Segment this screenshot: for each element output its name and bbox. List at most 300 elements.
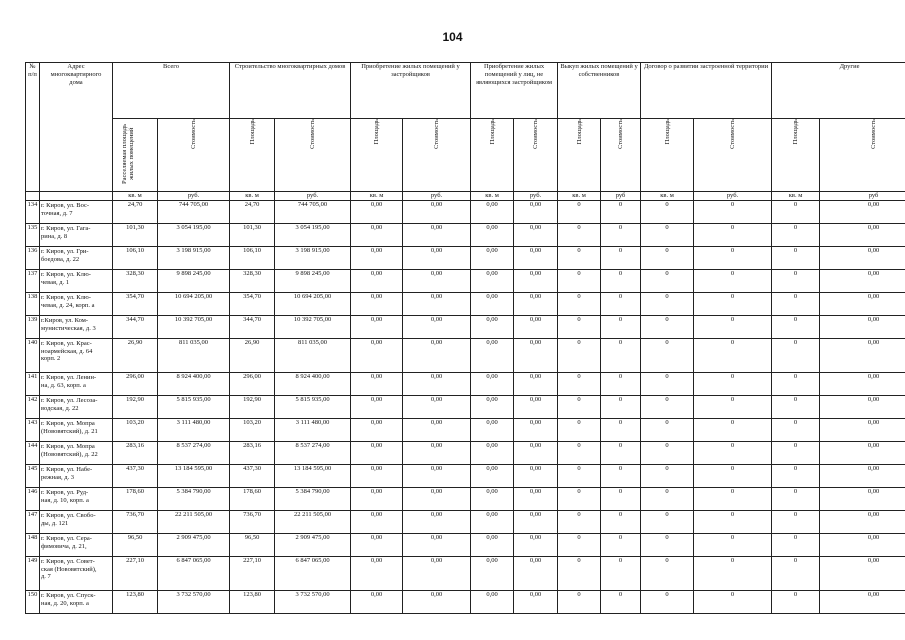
row-value: 0 xyxy=(558,465,601,488)
row-value: 0,00 xyxy=(820,316,905,339)
row-value: 0 xyxy=(558,293,601,316)
row-number: 135 xyxy=(26,224,40,247)
row-value: 0 xyxy=(601,270,641,293)
row-value: 0,00 xyxy=(820,557,905,591)
row-value: 744 705,00 xyxy=(158,201,230,224)
subheader-cost: Стоимость xyxy=(694,119,772,192)
row-value: 101,30 xyxy=(230,224,275,247)
row-value: 0 xyxy=(772,465,820,488)
row-value: 0 xyxy=(694,534,772,557)
table-row xyxy=(26,270,905,293)
row-value: 0 xyxy=(601,293,641,316)
row-value: 0 xyxy=(641,316,694,339)
row-value: 0,00 xyxy=(403,488,471,511)
row-value: 0,00 xyxy=(471,488,514,511)
row-value: 0,00 xyxy=(351,511,403,534)
row-value: 22 211 505,00 xyxy=(158,511,230,534)
row-value: 0,00 xyxy=(403,534,471,557)
row-value: 0 xyxy=(601,373,641,396)
unit-cell: кв. м xyxy=(772,192,820,201)
row-value: 13 184 595,00 xyxy=(158,465,230,488)
row-value: 0,00 xyxy=(820,293,905,316)
row-value: 0 xyxy=(601,557,641,591)
row-value: 0,00 xyxy=(471,339,514,373)
row-number: 141 xyxy=(26,373,40,396)
row-value: 3 732 570,00 xyxy=(158,591,230,614)
row-value: 0,00 xyxy=(351,557,403,591)
row-value: 0,00 xyxy=(514,511,558,534)
row-value: 178,60 xyxy=(113,488,158,511)
row-value: 0,00 xyxy=(351,270,403,293)
row-value: 0 xyxy=(694,224,772,247)
row-value: 0,00 xyxy=(471,534,514,557)
header-group-developers: Приобретение жилых помещений у застройщиков xyxy=(351,63,471,119)
row-value: 0 xyxy=(558,373,601,396)
row-value: 0 xyxy=(558,557,601,591)
row-value: 0,00 xyxy=(514,534,558,557)
row-value: 2 909 475,00 xyxy=(275,534,351,557)
row-value: 24,70 xyxy=(113,201,158,224)
row-value: 0 xyxy=(772,442,820,465)
row-value: 0,00 xyxy=(471,247,514,270)
row-value: 0 xyxy=(601,534,641,557)
row-value: 736,70 xyxy=(230,511,275,534)
row-value: 0 xyxy=(694,557,772,591)
row-value: 0,00 xyxy=(403,465,471,488)
row-value: 103,20 xyxy=(113,419,158,442)
row-value: 96,50 xyxy=(230,534,275,557)
row-value: 0 xyxy=(694,201,772,224)
row-value: 106,10 xyxy=(230,247,275,270)
row-value: 0 xyxy=(558,224,601,247)
row-value: 744 705,00 xyxy=(275,201,351,224)
row-number: 139 xyxy=(26,316,40,339)
row-value: 344,70 xyxy=(230,316,275,339)
row-value: 5 384 790,00 xyxy=(158,488,230,511)
row-value: 354,70 xyxy=(113,293,158,316)
row-value: 3 054 195,00 xyxy=(275,224,351,247)
row-value: 3 111 480,00 xyxy=(158,419,230,442)
row-value: 10 694 205,00 xyxy=(158,293,230,316)
row-value: 0,00 xyxy=(351,339,403,373)
row-value: 5 815 935,00 xyxy=(158,396,230,419)
table-row xyxy=(26,201,905,224)
unit-cell: кв. м xyxy=(471,192,514,201)
row-value: 8 537 274,00 xyxy=(275,442,351,465)
table-row xyxy=(26,557,905,591)
subheader-area: Площадь xyxy=(772,119,820,192)
row-value: 9 898 245,00 xyxy=(158,270,230,293)
row-value: 344,70 xyxy=(113,316,158,339)
row-value: 0,00 xyxy=(514,396,558,419)
row-address: г. Киров, ул. Клю- чевая, д. 1 xyxy=(40,270,113,293)
row-value: 0,00 xyxy=(351,396,403,419)
row-value: 0,00 xyxy=(403,591,471,614)
subheader-cost: Стоимость xyxy=(601,119,641,192)
subheader-area: Площадь xyxy=(641,119,694,192)
row-value: 0 xyxy=(558,339,601,373)
row-value: 0 xyxy=(641,511,694,534)
row-address: г. Киров, ул. Ленин- на, д. 63, корп. а xyxy=(40,373,113,396)
row-value: 227,10 xyxy=(230,557,275,591)
row-value: 0 xyxy=(558,591,601,614)
row-number: 142 xyxy=(26,396,40,419)
row-value: 0 xyxy=(601,488,641,511)
subheader-area: Площадь xyxy=(471,119,514,192)
row-value: 0,00 xyxy=(351,373,403,396)
row-value: 0 xyxy=(772,373,820,396)
unit-cell: кв. м xyxy=(113,192,158,201)
row-value: 0,00 xyxy=(471,396,514,419)
row-value: 0 xyxy=(772,396,820,419)
row-number: 145 xyxy=(26,465,40,488)
resettlement-table xyxy=(25,62,905,614)
row-value: 0 xyxy=(558,316,601,339)
table-row xyxy=(26,511,905,534)
row-value: 811 035,00 xyxy=(275,339,351,373)
row-address: г. Киров, ул. Мопра (Нововятский), д. 21 xyxy=(40,419,113,442)
row-value: 0 xyxy=(558,488,601,511)
row-number: 136 xyxy=(26,247,40,270)
row-value: 106,10 xyxy=(113,247,158,270)
unit-cell: руб. xyxy=(158,192,230,201)
row-value: 0,00 xyxy=(820,534,905,557)
row-value: 0,00 xyxy=(820,270,905,293)
header-group-development-agreement: Договор о развитии застроенной территории xyxy=(641,63,772,119)
row-value: 0,00 xyxy=(403,316,471,339)
row-value: 6 847 065,00 xyxy=(158,557,230,591)
row-value: 0,00 xyxy=(514,419,558,442)
row-number: 146 xyxy=(26,488,40,511)
table-row xyxy=(26,396,905,419)
row-value: 123,80 xyxy=(230,591,275,614)
row-value: 0,00 xyxy=(820,373,905,396)
row-value: 5 815 935,00 xyxy=(275,396,351,419)
row-value: 0 xyxy=(641,419,694,442)
table-row xyxy=(26,224,905,247)
unit-cell: руб. xyxy=(694,192,772,201)
row-value: 0 xyxy=(694,293,772,316)
row-address: г. Киров, ул. Крас- ноармейская, д. 64 корп. 2 xyxy=(40,339,113,373)
unit-cell: кв. м xyxy=(641,192,694,201)
row-value: 0 xyxy=(694,442,772,465)
row-value: 0 xyxy=(694,419,772,442)
row-value: 0,00 xyxy=(820,591,905,614)
row-value: 0,00 xyxy=(351,534,403,557)
row-address: г. Киров, ул. Мопра (Нововятский), д. 22 xyxy=(40,442,113,465)
row-value: 0 xyxy=(558,442,601,465)
header-group-buyout: Выкуп жилых помещений у собственников xyxy=(558,63,641,119)
row-value: 0 xyxy=(772,339,820,373)
row-value: 0,00 xyxy=(514,316,558,339)
subheader-cost: Стоимость xyxy=(275,119,351,192)
row-value: 0,00 xyxy=(514,442,558,465)
table-row xyxy=(26,316,905,339)
row-value: 437,30 xyxy=(113,465,158,488)
row-value: 0 xyxy=(694,373,772,396)
row-value: 0 xyxy=(772,293,820,316)
row-address: г. Киров, ул. Вос- точная, д. 7 xyxy=(40,201,113,224)
row-value: 0,00 xyxy=(351,316,403,339)
row-number: 137 xyxy=(26,270,40,293)
row-value: 0 xyxy=(601,339,641,373)
row-address: г. Киров, ул. Клю- чевая, д. 24, корп. а xyxy=(40,293,113,316)
row-address: г.Киров, ул. Ком- мунистическая, д. 3 xyxy=(40,316,113,339)
row-value: 0,00 xyxy=(403,396,471,419)
row-value: 328,30 xyxy=(230,270,275,293)
row-value: 10 392 705,00 xyxy=(275,316,351,339)
row-value: 0,00 xyxy=(471,270,514,293)
row-value: 0 xyxy=(601,316,641,339)
row-number: 147 xyxy=(26,511,40,534)
row-value: 283,16 xyxy=(113,442,158,465)
row-value: 0 xyxy=(601,511,641,534)
row-value: 0 xyxy=(641,373,694,396)
row-value: 0 xyxy=(601,591,641,614)
row-value: 0,00 xyxy=(820,465,905,488)
row-value: 0,00 xyxy=(471,224,514,247)
row-value: 0,00 xyxy=(403,270,471,293)
row-value: 10 392 705,00 xyxy=(158,316,230,339)
row-value: 0,00 xyxy=(471,293,514,316)
row-value: 0 xyxy=(694,270,772,293)
row-value: 296,00 xyxy=(113,373,158,396)
row-value: 0 xyxy=(558,396,601,419)
row-value: 0 xyxy=(601,419,641,442)
table-row xyxy=(26,591,905,614)
row-value: 6 847 065,00 xyxy=(275,557,351,591)
row-value: 3 198 915,00 xyxy=(158,247,230,270)
row-address: г. Киров, ул. Гага- рина, д. 8 xyxy=(40,224,113,247)
row-value: 0,00 xyxy=(820,442,905,465)
row-value: 3 732 570,00 xyxy=(275,591,351,614)
row-value: 0 xyxy=(694,591,772,614)
row-value: 0,00 xyxy=(514,339,558,373)
row-value: 0,00 xyxy=(403,247,471,270)
row-value: 0,00 xyxy=(514,247,558,270)
row-address: г. Киров, ул. Лесоза- водская, д. 22 xyxy=(40,396,113,419)
row-value: 0 xyxy=(641,534,694,557)
row-value: 0,00 xyxy=(471,465,514,488)
row-value: 0,00 xyxy=(514,201,558,224)
row-value: 0 xyxy=(641,591,694,614)
row-value: 0,00 xyxy=(351,419,403,442)
row-value: 178,60 xyxy=(230,488,275,511)
table-row xyxy=(26,534,905,557)
row-value: 103,20 xyxy=(230,419,275,442)
row-value: 0 xyxy=(772,270,820,293)
row-value: 0,00 xyxy=(403,201,471,224)
row-value: 0 xyxy=(694,465,772,488)
row-value: 192,90 xyxy=(113,396,158,419)
row-value: 0 xyxy=(772,224,820,247)
row-value: 123,80 xyxy=(113,591,158,614)
row-value: 101,30 xyxy=(113,224,158,247)
subheader-cost: Стоимость xyxy=(514,119,558,192)
row-number: 140 xyxy=(26,339,40,373)
row-value: 0 xyxy=(641,557,694,591)
row-value: 8 924 400,00 xyxy=(158,373,230,396)
row-value: 0,00 xyxy=(471,442,514,465)
row-value: 0 xyxy=(641,488,694,511)
row-address: г. Киров, ул. Свобо- ды, д. 121 xyxy=(40,511,113,534)
row-value: 0,00 xyxy=(514,224,558,247)
row-value: 354,70 xyxy=(230,293,275,316)
row-value: 0 xyxy=(772,316,820,339)
row-value: 0,00 xyxy=(403,224,471,247)
row-value: 0,00 xyxy=(471,591,514,614)
row-value: 0 xyxy=(641,465,694,488)
subheader-area: Расселяемая площадь жилых помещений xyxy=(113,119,158,192)
row-value: 0 xyxy=(772,419,820,442)
row-value: 0 xyxy=(601,465,641,488)
unit-cell: руб. xyxy=(275,192,351,201)
row-value: 0 xyxy=(694,488,772,511)
row-value: 0 xyxy=(558,270,601,293)
row-value: 0,00 xyxy=(351,442,403,465)
row-value: 296,00 xyxy=(230,373,275,396)
row-value: 0 xyxy=(772,557,820,591)
table-row xyxy=(26,339,905,373)
row-value: 0 xyxy=(772,534,820,557)
row-value: 0,00 xyxy=(820,511,905,534)
row-value: 0 xyxy=(558,534,601,557)
row-value: 736,70 xyxy=(113,511,158,534)
row-value: 227,10 xyxy=(113,557,158,591)
header-group-total: Всего xyxy=(113,63,230,119)
row-value: 0,00 xyxy=(514,488,558,511)
header-num: № п/п xyxy=(26,63,40,192)
unit-cell: кв. м xyxy=(558,192,601,201)
row-value: 328,30 xyxy=(113,270,158,293)
row-value: 0,00 xyxy=(351,293,403,316)
table-row xyxy=(26,465,905,488)
row-number: 134 xyxy=(26,201,40,224)
row-value: 10 694 205,00 xyxy=(275,293,351,316)
row-value: 26,90 xyxy=(230,339,275,373)
row-address: г. Киров, ул. Руд- ная, д. 10, корп. а xyxy=(40,488,113,511)
row-address: г. Киров, ул. Набе- режная, д. 3 xyxy=(40,465,113,488)
row-value: 22 211 505,00 xyxy=(275,511,351,534)
row-value: 0 xyxy=(601,247,641,270)
table-row xyxy=(26,488,905,511)
unit-cell: руб. xyxy=(514,192,558,201)
table-row xyxy=(26,373,905,396)
row-value: 0,00 xyxy=(471,511,514,534)
row-value: 96,50 xyxy=(113,534,158,557)
row-value: 0 xyxy=(694,396,772,419)
row-value: 0,00 xyxy=(351,224,403,247)
row-value: 0 xyxy=(558,247,601,270)
row-value: 0 xyxy=(641,247,694,270)
row-value: 0,00 xyxy=(471,373,514,396)
row-value: 3 198 915,00 xyxy=(275,247,351,270)
row-value: 0 xyxy=(558,511,601,534)
row-value: 24,70 xyxy=(230,201,275,224)
row-value: 192,90 xyxy=(230,396,275,419)
row-value: 5 384 790,00 xyxy=(275,488,351,511)
row-value: 0 xyxy=(641,270,694,293)
header-address: Адрес многоквартирного дома xyxy=(40,63,113,192)
table-row xyxy=(26,419,905,442)
row-value: 0,00 xyxy=(820,339,905,373)
row-value: 0,00 xyxy=(514,557,558,591)
header-group-non-developers: Приобретение жилых помещений у лиц, не являющихся застройщиком xyxy=(471,63,558,119)
row-value: 0,00 xyxy=(471,316,514,339)
row-value: 0 xyxy=(641,339,694,373)
row-value: 0 xyxy=(641,396,694,419)
table-row xyxy=(26,247,905,270)
row-value: 283,16 xyxy=(230,442,275,465)
row-value: 26,90 xyxy=(113,339,158,373)
row-value: 0,00 xyxy=(403,293,471,316)
units-row xyxy=(26,192,905,201)
header-group-construction: Строительство многоквартирных домов xyxy=(230,63,351,119)
row-value: 0,00 xyxy=(820,488,905,511)
row-value: 0,00 xyxy=(514,591,558,614)
row-value: 0 xyxy=(601,224,641,247)
row-number: 144 xyxy=(26,442,40,465)
unit-cell: руб. xyxy=(403,192,471,201)
row-value: 0,00 xyxy=(471,201,514,224)
row-value: 8 537 274,00 xyxy=(158,442,230,465)
row-value: 0 xyxy=(772,591,820,614)
row-value: 0,00 xyxy=(514,270,558,293)
row-value: 2 909 475,00 xyxy=(158,534,230,557)
row-value: 0,00 xyxy=(403,557,471,591)
row-value: 0,00 xyxy=(351,591,403,614)
row-value: 0,00 xyxy=(514,373,558,396)
row-value: 9 898 245,00 xyxy=(275,270,351,293)
row-value: 0,00 xyxy=(351,247,403,270)
row-value: 3 054 195,00 xyxy=(158,224,230,247)
row-address: г. Киров, ул. Спуск- ная, д. 20, корп. а xyxy=(40,591,113,614)
unit-cell: кв. м xyxy=(351,192,403,201)
row-value: 0 xyxy=(694,316,772,339)
row-value: 0,00 xyxy=(820,247,905,270)
row-value: 0 xyxy=(772,247,820,270)
row-value: 0 xyxy=(641,201,694,224)
row-address: г. Киров, ул. Совет- ская (Нововятский), д. 7 xyxy=(40,557,113,591)
subheader-cost: Стоимость xyxy=(403,119,471,192)
row-value: 0 xyxy=(772,511,820,534)
subheader-area: Площадь xyxy=(558,119,601,192)
subheader-area: Площадь xyxy=(351,119,403,192)
row-value: 0 xyxy=(772,488,820,511)
row-value: 0,00 xyxy=(471,419,514,442)
row-value: 0,00 xyxy=(403,442,471,465)
subheader-cost: Стоимость xyxy=(820,119,905,192)
row-value: 0 xyxy=(641,442,694,465)
unit-cell: руб xyxy=(601,192,641,201)
table-row xyxy=(26,293,905,316)
row-value: 0 xyxy=(694,247,772,270)
row-value: 0 xyxy=(601,442,641,465)
row-value: 0,00 xyxy=(820,396,905,419)
row-value: 0 xyxy=(558,419,601,442)
table-row xyxy=(26,442,905,465)
row-value: 0 xyxy=(641,224,694,247)
row-address: г. Киров, ул. Серa- фимовича, д. 21, xyxy=(40,534,113,557)
row-number: 149 xyxy=(26,557,40,591)
row-value: 0,00 xyxy=(514,293,558,316)
row-number: 150 xyxy=(26,591,40,614)
row-value: 0,00 xyxy=(471,557,514,591)
row-value: 0,00 xyxy=(351,465,403,488)
row-number: 138 xyxy=(26,293,40,316)
row-value: 0,00 xyxy=(351,201,403,224)
row-value: 0,00 xyxy=(351,488,403,511)
